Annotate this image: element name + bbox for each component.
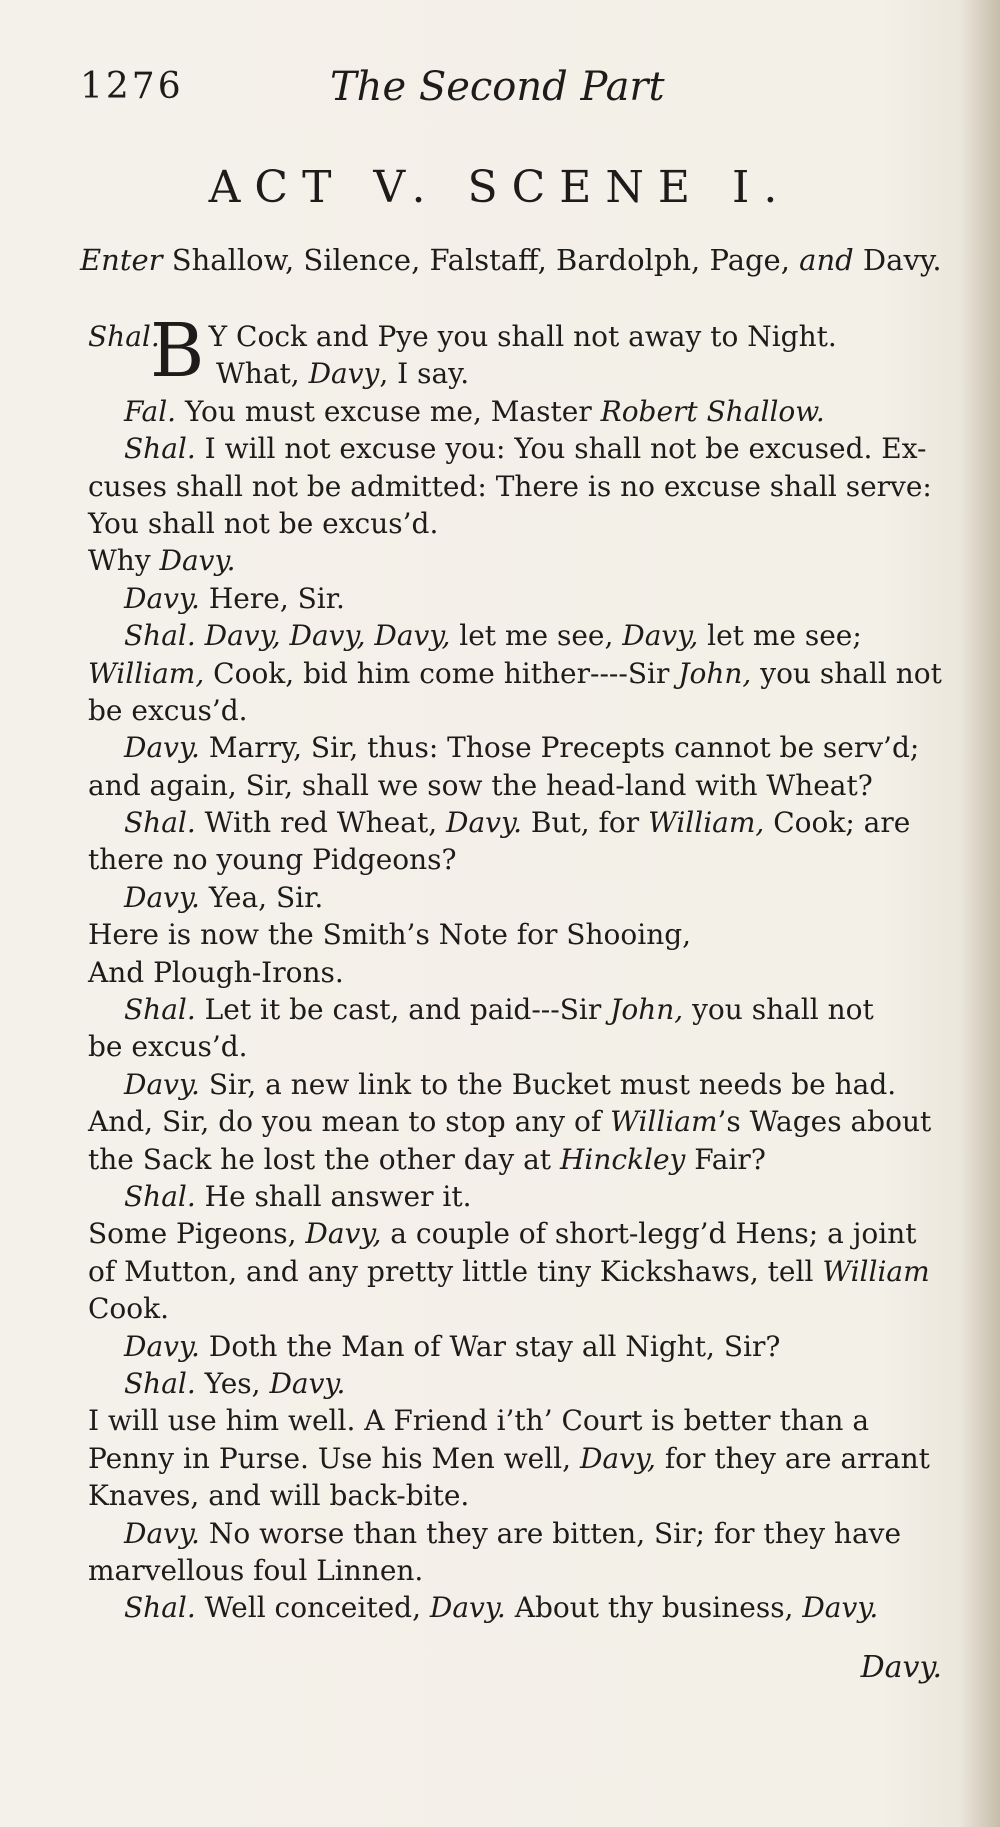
speaker-label: Shal. (124, 993, 196, 1027)
line-italic: John, (610, 993, 684, 1027)
line-italic: William, (648, 806, 765, 840)
text-line (88, 1290, 940, 1327)
line-text: Why (88, 544, 160, 578)
line-text: Cook, bid him come hither----Sir (204, 656, 679, 690)
line-text: Marry, Sir, thus: Those Precepts cannot be serv’d; (199, 731, 920, 765)
text-line (88, 692, 940, 729)
line-text: Penny in Purse. Use his Men well, (88, 1441, 580, 1475)
line-text: Some Pigeons, (88, 1217, 306, 1251)
text-line (88, 1141, 940, 1178)
line-text: Here, Sir. (199, 581, 345, 615)
text-line (88, 1028, 940, 1065)
speaker-label: Shal. (88, 320, 160, 353)
text-line (88, 1477, 940, 1514)
line-italic: Robert Shallow. (600, 394, 825, 428)
line-text: Let it be cast, and paid---Sir (195, 993, 611, 1027)
drop-cap: B (150, 308, 205, 394)
line-italic: Davy. (269, 1366, 346, 1400)
stage-direction (80, 243, 960, 277)
speaker-label: Davy. (124, 1516, 200, 1550)
text-line (88, 1552, 940, 1589)
line-text: And Plough-Irons. (88, 955, 344, 989)
text-line (88, 1178, 940, 1215)
line-italic: Hinckley (559, 1142, 686, 1176)
text-line (88, 1365, 940, 1402)
text-line (88, 1103, 940, 1140)
line-text: let me see; (698, 619, 862, 653)
line-italic: Davy. (429, 1591, 506, 1625)
speaker-label: Shal. (124, 806, 196, 840)
line-italic: William (822, 1254, 930, 1288)
line-text: be excus’d. (88, 1030, 248, 1064)
text-line (88, 1589, 940, 1626)
line-italic: Davy (308, 357, 380, 391)
text-line (88, 1066, 940, 1103)
line-text: I will use him well. A Friend i’th’ Court is better than a (88, 1404, 870, 1438)
text-line (88, 1515, 940, 1552)
text-line (88, 729, 940, 766)
speaker-label: Shal. (124, 432, 196, 466)
text-line (88, 1402, 940, 1439)
line-italic: Davy, (622, 619, 699, 653)
speaker-label: Davy. (124, 1067, 200, 1101)
line-text: cuses shall not be admitted: There is no excuse shall serve: (88, 469, 932, 503)
text-line (88, 1253, 940, 1290)
text-line (88, 991, 940, 1028)
text-line (88, 617, 940, 654)
line-text: Doth the Man of War stay all Night, Sir? (199, 1329, 781, 1363)
line-text: No worse than they are bitten, Sir; for they have (199, 1516, 902, 1550)
text-line (88, 879, 940, 916)
text-line (88, 355, 940, 392)
line-text: a couple of short-legg’d Hens; a joint (381, 1217, 917, 1251)
line-text: Yes, (195, 1366, 270, 1400)
line-text: be excus’d. (88, 693, 248, 727)
page-header (80, 60, 950, 120)
text-line (88, 580, 940, 617)
line-text: , I say. (379, 357, 470, 391)
speaker-label: Davy. (124, 731, 200, 765)
speaker-label: Shal. (124, 619, 196, 653)
line-text: Knaves, and will back-bite. (88, 1479, 470, 1513)
line-text: Sir, a new link to the Bucket must needs be had. (199, 1067, 897, 1101)
text-line (88, 505, 940, 542)
speaker-label: Shal. (124, 1179, 196, 1213)
line-italic: Davy, (305, 1217, 382, 1251)
line-italic: Davy. (802, 1591, 879, 1625)
line-text: What, (216, 357, 309, 391)
line-text: and again, Sir, shall we sow the head-land with Wheat? (88, 768, 873, 802)
line-text: ’s Wages about (717, 1105, 932, 1139)
line-text: Y Cock and Pye you shall not away to Night. (208, 320, 837, 353)
stage-and: and (799, 243, 854, 277)
text-line (88, 1440, 940, 1477)
line-italic: Davy. (446, 806, 522, 840)
text-line (88, 841, 940, 878)
line-text: Cook; are (764, 806, 911, 840)
line-text: of Mutton, and any pretty little tiny Kickshaws, tell (88, 1254, 823, 1288)
line-text: He shall answer it. (195, 1179, 472, 1213)
line-italic: William, (88, 656, 205, 690)
line-text: there no young Pidgeons? (88, 843, 457, 877)
line-text: Yea, Sir. (199, 880, 324, 914)
text-line (88, 655, 940, 692)
text-line (88, 804, 940, 841)
text-line (88, 1328, 940, 1365)
play-text (88, 308, 942, 1627)
line-text: With red Wheat, (195, 806, 447, 840)
speaker-label: Davy. (124, 1329, 200, 1363)
line-italic: Davy, (579, 1441, 656, 1475)
line-text: About thy business, (505, 1591, 803, 1625)
text-line (88, 916, 940, 953)
line-text: And, Sir, do you mean to stop any of (88, 1105, 611, 1139)
stage-names-a: Shallow, Silence, Falstaff, Bardolph, Page, (162, 243, 800, 277)
line-text: You shall not be excus’d. (88, 506, 439, 540)
line-text: you shall not (751, 656, 942, 690)
line-text: But, for (521, 806, 649, 840)
scene-title: ACT V. SCENE I. (208, 162, 792, 213)
line-text: You must excuse me, Master (176, 394, 601, 428)
line-text: Fair? (685, 1142, 766, 1176)
line-italic: Davy. (159, 544, 236, 578)
line-text: Well conceited, (195, 1591, 430, 1625)
text-line (88, 542, 940, 579)
line-italic: Davy, Davy, Davy, (195, 619, 451, 653)
text-line (88, 468, 940, 505)
line-text: marvellous foul Linnen. (88, 1553, 424, 1587)
text-line (88, 954, 940, 991)
line-text: let me see, (450, 619, 623, 653)
line-italic: William (610, 1105, 718, 1139)
stage-names-b: Davy. (853, 243, 942, 277)
text-line (88, 1215, 940, 1252)
speaker-label: Davy. (124, 880, 200, 914)
line-text: I will not excuse you: You shall not be excused. Ex- (195, 432, 927, 466)
line-text: you shall not (683, 993, 874, 1027)
running-head: The Second Part (330, 64, 665, 110)
line-text: the Sack he lost the other day at (88, 1142, 560, 1176)
line-text: Here is now the Smith’s Note for Shooing, (88, 918, 692, 952)
stage-enter: Enter (80, 243, 163, 277)
line-italic: John, (678, 656, 752, 690)
page-gutter-shadow (960, 0, 1000, 1827)
line-text: Cook. (88, 1292, 170, 1326)
text-line (88, 767, 940, 804)
text-line (88, 393, 940, 430)
line-text: for they are arrant (655, 1441, 930, 1475)
speaker-label: Shal. (124, 1591, 196, 1625)
speaker-label: Shal. (124, 1366, 196, 1400)
speaker-label: Fal. (124, 394, 177, 428)
text-line (88, 430, 940, 467)
page-number: 1276 (80, 66, 184, 107)
speaker-label: Davy. (124, 581, 200, 615)
catchword: Davy. (860, 1650, 942, 1685)
